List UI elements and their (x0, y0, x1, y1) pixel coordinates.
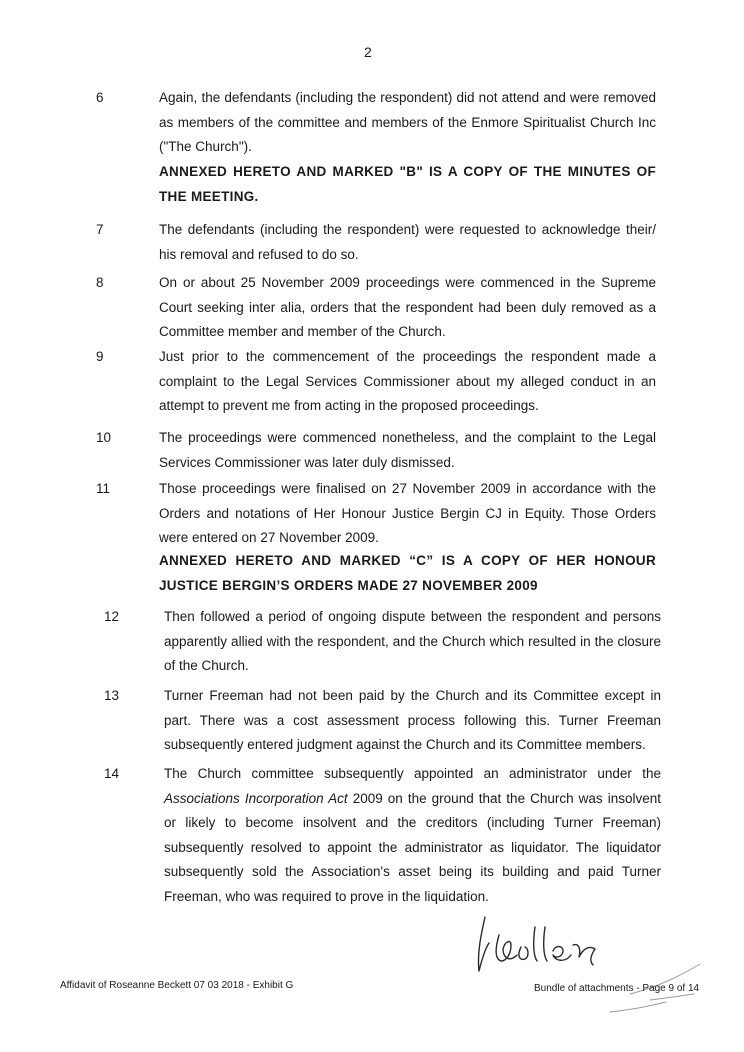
paragraph-text: Then followed a period of ongoing dispute between the respondent and persons apparently allied with the respondent, and the Church which resulted in the closure of the Church. (164, 609, 661, 673)
paragraph-number: 11 (96, 481, 111, 496)
paragraph-number: 14 (104, 766, 120, 781)
paragraph-text: Those proceedings were finalised on 27 November 2009 in accordance with the Orders and notations of Her Honour Justice Bergin CJ in Equity. Those Orders were entered on 27 November 2009. (159, 481, 656, 545)
paragraph-text (164, 762, 661, 909)
paragraph-text: Again, the defendants (including the respondent) did not attend and were removed as members of the committee and members of the Enmore Spiritualist Church Inc ("The Church"). (159, 90, 656, 154)
annexure-text: ANNEXED HERETO AND MARKED "B" IS A COPY OF THE MINUTES OF THE MEETING. (159, 164, 656, 204)
paragraph-text: Turner Freeman had not been paid by the Church and its Committee except in part. There was a cost assessment process following this. Turner Freeman subsequently entered judgment against the Church and its Committee members. (164, 688, 661, 752)
paragraph-text: Just prior to the commencement of the proceedings the respondent made a complaint to the Legal Services Commissioner about my alleged conduct in an attempt to prevent me from acting in the proposed proceedings. (159, 349, 656, 413)
text-part: The Church committee subsequently appointed an administrator under the (164, 766, 661, 781)
paragraph-text: The defendants (including the respondent) were requested to acknowledge their/ his removal and refused to do so. (159, 222, 656, 262)
page-number: 2 (364, 44, 372, 60)
paragraph-text: The proceedings were commenced nonetheless, and the complaint to the Legal Services Commissioner was later duly dismissed. (159, 430, 656, 470)
act-title: Associations Incorporation Act (164, 790, 348, 806)
paragraph-number: 8 (96, 275, 104, 290)
paragraph-number: 7 (96, 222, 104, 237)
paragraph-text: On or about 25 November 2009 proceedings were commenced in the Supreme Court seeking inter alia, orders that the respondent had been duly removed as a Committee member and member of the Church. (159, 275, 656, 339)
annexure-text: ANNEXED HERETO AND MARKED “C” IS A COPY OF HER HONOUR JUSTICE BERGIN’S ORDERS MADE 27 NOVEMBER 2009 (159, 553, 656, 593)
paragraph-number: 9 (96, 349, 104, 364)
footer-page-reference: Bundle of attachments - Page 9 of 14 (534, 983, 700, 994)
paragraph-number: 10 (96, 430, 112, 445)
text-part: 2009 on the ground that the Church was insolvent or likely to become insolvent and the creditors (including Turner Freeman) subsequently resolved to appoint the administrator as liquidator. The liquidator subsequently sold the Association's asset being its building and paid Turner Freeman, who was required to prove in the liquidation. (164, 790, 662, 904)
paragraph-number: 13 (104, 688, 120, 703)
paragraph-number: 12 (104, 609, 120, 624)
footer-document-reference: Affidavit of Roseanne Beckett 07 03 2018 - Exhibit G (60, 980, 294, 991)
paragraph-number: 6 (96, 90, 104, 105)
